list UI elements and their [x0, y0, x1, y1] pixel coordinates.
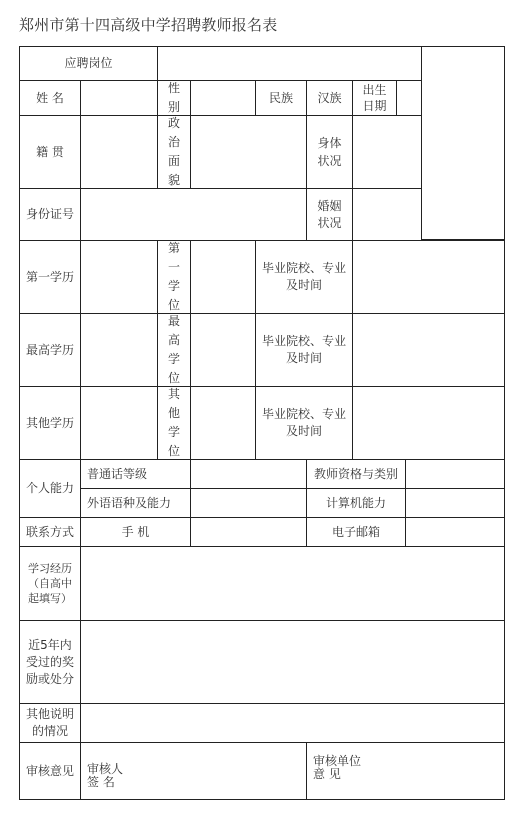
school3-label: 毕业院校、专业 及时间 [255, 386, 353, 460]
study-field[interactable] [80, 546, 505, 621]
edu2-label: 最高学历 [19, 313, 81, 387]
native-label: 籍 贯 [19, 115, 81, 189]
computer-field[interactable] [405, 488, 505, 518]
name-field[interactable] [80, 80, 158, 116]
deg3-field[interactable] [190, 386, 256, 460]
marital-label: 婚姻状况 [306, 188, 353, 241]
political-field[interactable] [190, 115, 307, 189]
study-label: 学习经历 （自高中 起填写） [19, 546, 81, 621]
ability-label: 个人能力 [19, 459, 81, 518]
unit-label: 审核单位 [313, 754, 362, 768]
mandarin-field[interactable] [190, 459, 307, 489]
deg2-field[interactable] [190, 313, 256, 387]
gender-field[interactable] [190, 80, 256, 116]
awards-field[interactable] [80, 620, 505, 704]
school2-field[interactable] [352, 313, 505, 387]
edu3-label: 其他学历 [19, 386, 81, 460]
deg2-label: 最高学位 [157, 313, 191, 387]
idcard-field[interactable] [80, 188, 307, 241]
foreign-field[interactable] [190, 488, 307, 518]
marital-field[interactable] [352, 188, 422, 241]
name-label: 姓 名 [19, 80, 81, 116]
reviewer-signature-field[interactable] [80, 742, 307, 800]
edu1-field[interactable] [80, 240, 158, 314]
position-field[interactable] [157, 46, 422, 81]
foreign-label: 外语语种及能力 [80, 488, 191, 518]
political-label: 政治面貌 [157, 115, 191, 189]
awards-label: 近5年内 受过的奖 励或处分 [19, 620, 81, 704]
position-label: 应聘岗位 [19, 46, 158, 81]
teacher-cert-label: 教师资格与类别 [306, 459, 406, 489]
teacher-cert-field[interactable] [405, 459, 505, 489]
review-label: 审核意见 [19, 742, 81, 800]
computer-label: 计算机能力 [306, 488, 406, 518]
edu1-label: 第一学历 [19, 240, 81, 314]
other-label: 其他说明 的情况 [19, 703, 81, 743]
birth-field[interactable] [396, 80, 422, 116]
contact-label: 联系方式 [19, 517, 81, 547]
idcard-label: 身份证号 [19, 188, 81, 241]
gender-label: 性别 [157, 80, 191, 116]
registration-form [19, 46, 505, 800]
school1-label: 毕业院校、专业 及时间 [255, 240, 353, 314]
deg1-field[interactable] [190, 240, 256, 314]
signature-label: 签 名 [87, 775, 115, 789]
school2-label: 毕业院校、专业 及时间 [255, 313, 353, 387]
edu3-field[interactable] [80, 386, 158, 460]
school1-field[interactable] [352, 240, 505, 314]
school3-field[interactable] [352, 386, 505, 460]
mandarin-label: 普通话等级 [80, 459, 191, 489]
health-field[interactable] [352, 115, 422, 189]
other-field[interactable] [80, 703, 505, 743]
phone-field[interactable] [190, 517, 307, 547]
native-field[interactable] [80, 115, 158, 189]
birth-label: 出生日期 [352, 80, 397, 116]
deg1-label: 第一学位 [157, 240, 191, 314]
opinion-label: 意 见 [313, 767, 341, 781]
deg3-label: 其他学位 [157, 386, 191, 460]
reviewer-label: 审核人 [87, 762, 124, 776]
ethnicity-value[interactable]: 汉族 [306, 80, 353, 116]
email-field[interactable] [405, 517, 505, 547]
form-title: 郑州市第十四高级中学招聘教师报名表 [19, 16, 278, 34]
email-label: 电子邮箱 [306, 517, 406, 547]
ethnicity-label: 民族 [255, 80, 307, 116]
edu2-field[interactable] [80, 313, 158, 387]
health-label: 身体状况 [306, 115, 353, 189]
phone-label: 手 机 [80, 517, 191, 547]
unit-opinion-field[interactable] [306, 742, 505, 800]
photo-cell[interactable] [421, 46, 505, 240]
